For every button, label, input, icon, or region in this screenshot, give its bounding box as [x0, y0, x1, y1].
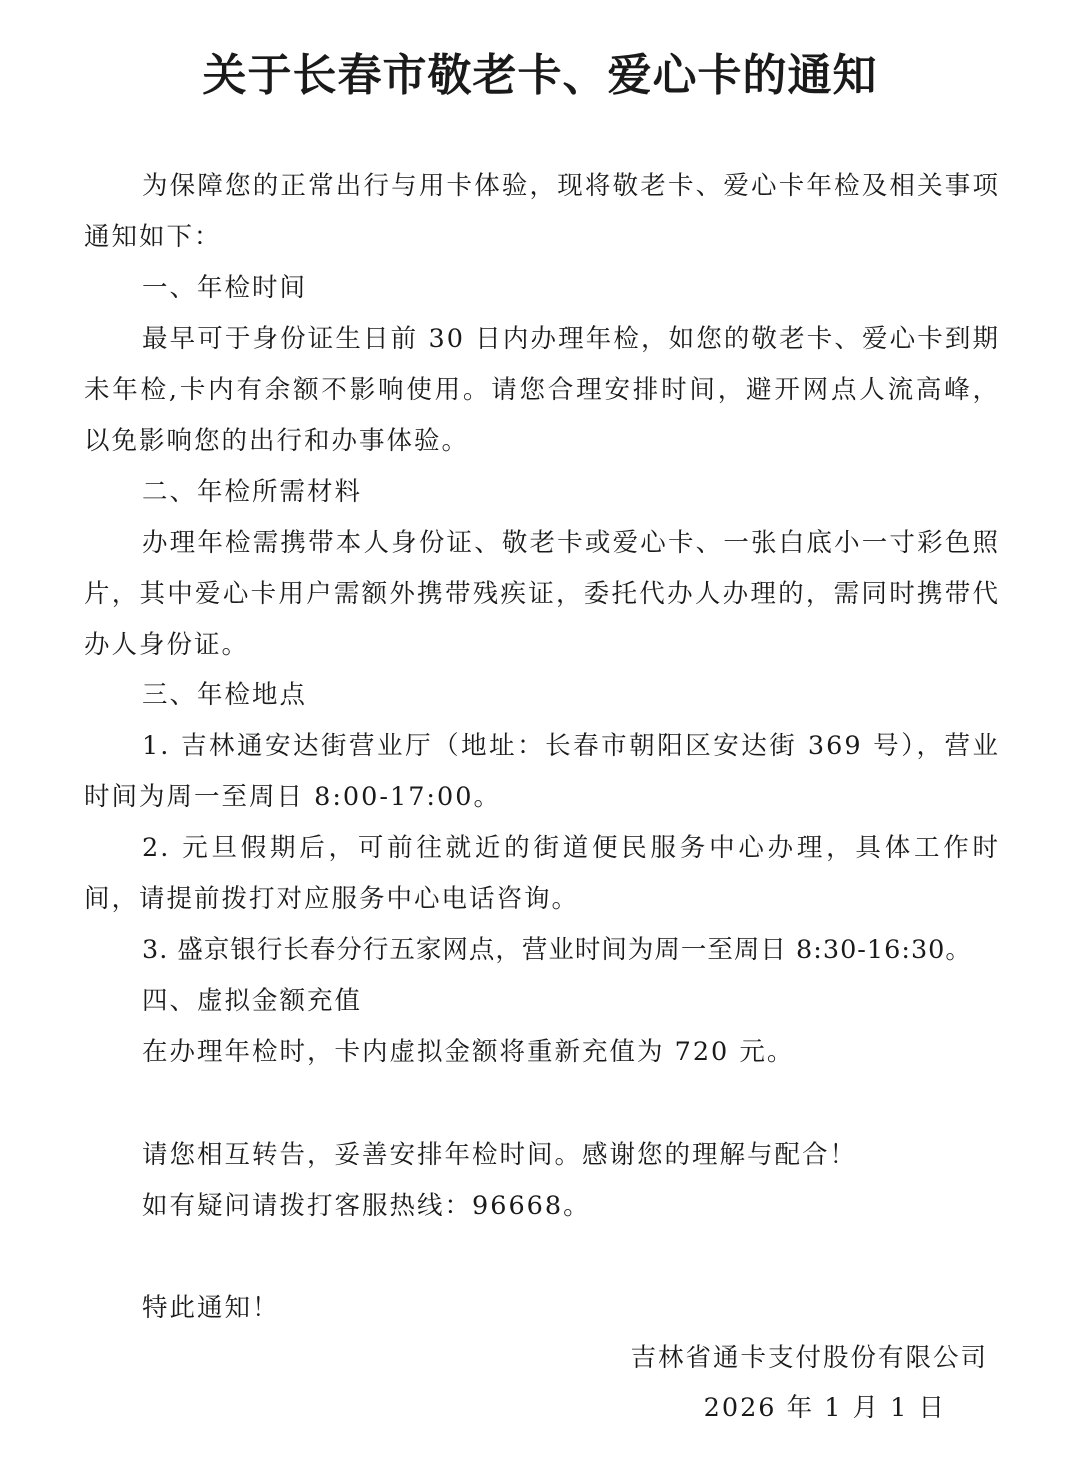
section-heading-locations: 三、年检地点 — [142, 680, 308, 710]
location-item-2: 2. 元旦假期后，可前往就近的街道便民服务中心办理，具体工作时间，请提前拨打对应服务中心电话咨询。 — [84, 833, 1000, 914]
notice-end: 特此通知！ — [142, 1293, 280, 1323]
signature-date: 2026 年 1 月 1 日 — [703, 1393, 946, 1423]
section-heading-recharge: 四、虚拟金额充值 — [142, 986, 363, 1016]
section-heading-materials: 二、年检所需材料 — [142, 477, 363, 507]
closing-line-1: 请您相互转告，妥善安排年检时间。感谢您的理解与配合！ — [142, 1140, 858, 1170]
notice-title: 关于长春市敬老卡、爱心卡的通知 — [202, 50, 878, 101]
location-item-1: 1. 吉林通安达街营业厅（地址：长春市朝阳区安达街 369 号），营业时间为周一至周日 8:00-17:00。 — [84, 731, 1000, 812]
materials-paragraph: 办理年检需携带本人身份证、敬老卡或爱心卡、一张白底小一寸彩色照片，其中爱心卡用户需额外携带残疾证，委托代办人办理的，需同时携带代办人身份证。 — [84, 528, 1000, 660]
closing-line-2: 如有疑问请拨打客服热线：96668。 — [142, 1191, 591, 1221]
signature-company: 吉林省通卡支付股份有限公司 — [630, 1343, 988, 1373]
inspection-time-paragraph: 最早可于身份证生日前 30 日内办理年检，如您的敬老卡、爱心卡到期未年检,卡内有余额不影响使用。请您合理安排时间，避开网点人流高峰，以免影响您的出行和办事体验。 — [84, 324, 1000, 456]
intro-paragraph: 为保障您的正常出行与用卡体验，现将敬老卡、爱心卡年检及相关事项通知如下： — [84, 171, 1000, 252]
location-item-3: 3. 盛京银行长春分行五家网点，营业时间为周一至周日 8:30-16:30。 — [142, 935, 972, 965]
recharge-paragraph: 在办理年检时，卡内虚拟金额将重新充值为 720 元。 — [142, 1037, 795, 1067]
section-heading-inspection-time: 一、年检时间 — [142, 273, 308, 303]
